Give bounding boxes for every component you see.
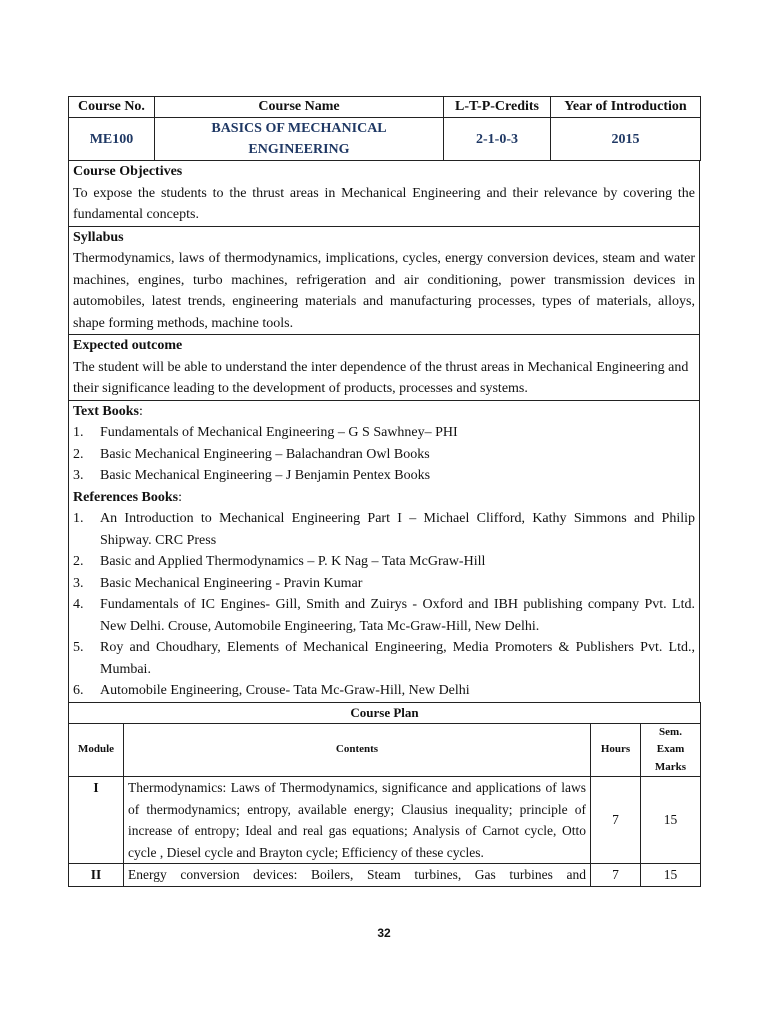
module-hours: 7: [591, 864, 641, 887]
objectives-text: To expose the students to the thrust areas in Mechanical Engineering and their relevance by covering the fundamental concepts.: [73, 185, 695, 222]
module-hours: 7: [591, 777, 641, 864]
course-details-table: [68, 160, 700, 703]
list-item-number: 1.: [73, 511, 84, 526]
module-header: Module: [69, 723, 124, 777]
course-plan-table: [68, 702, 701, 887]
list-item: [73, 444, 695, 466]
sem-exam-marks-header: Sem. Exam Marks: [641, 723, 701, 777]
outcome-section: [69, 335, 700, 401]
list-item-text: Automobile Engineering, Crouse- Tata Mc-Graw-Hill, New Delhi: [100, 683, 470, 698]
list-item-number: 2.: [73, 554, 84, 569]
text-books-colon: :: [139, 403, 143, 419]
list-item-text: Basic Mechanical Engineering – J Benjamin Pentex Books: [100, 468, 431, 483]
reference-books-colon: :: [178, 489, 182, 505]
list-item: [73, 465, 695, 487]
course-value-row: [69, 118, 701, 161]
list-item-text: An Introduction to Mechanical Engineering Part I – Michael Clifford, Kathy Simmons and Philip Shipway. CRC Press: [100, 511, 695, 548]
list-item-text: Fundamentals of Mechanical Engineering – G S Sawhney– PHI: [100, 425, 458, 440]
contents-header: Contents: [124, 723, 591, 777]
syllabus-section: [69, 226, 700, 335]
list-item-number: 4.: [73, 597, 84, 612]
list-item-number: 3.: [73, 468, 84, 483]
list-item: [73, 573, 695, 595]
list-item: [73, 422, 695, 444]
module-marks: 15: [641, 864, 701, 887]
list-item-number: 3.: [73, 575, 84, 591]
reference-books-list: [73, 508, 695, 702]
outcome-title: Expected outcome: [73, 338, 183, 353]
module-marks: 15: [641, 777, 701, 864]
text-books-title: Text Books: [73, 403, 140, 419]
list-item-text: Roy and Choudhary, Elements of Mechanical Engineering, Media Promoters & Publishers Pvt. Ltd., Mumbai.: [100, 640, 695, 677]
course-code: ME100: [69, 118, 155, 161]
year-value: 2015: [551, 118, 701, 161]
list-item: [73, 551, 695, 573]
course-plan-header-row: [69, 723, 701, 777]
course-no-header: Course No.: [69, 97, 155, 118]
objectives-section: [69, 161, 700, 227]
syllabus-sheet: [68, 96, 700, 887]
list-item-text: Basic Mechanical Engineering - Pravin Kumar: [100, 575, 363, 591]
table-row: [69, 864, 701, 887]
list-item-number: 2.: [73, 446, 84, 462]
module-number: I: [69, 777, 124, 864]
module-contents: Energy conversion devices: Boilers, Steam turbines, Gas turbines and: [124, 864, 591, 887]
text-books-list: [73, 422, 695, 487]
ltp-credits-value: 2-1-0-3: [444, 118, 551, 161]
syllabus-title: Syllabus: [73, 229, 124, 245]
course-name: BASICS OF MECHANICAL ENGINEERING: [155, 118, 444, 161]
list-item: [73, 508, 695, 551]
hours-header: Hours: [591, 723, 641, 777]
list-item-text: Fundamentals of IC Engines- Gill, Smith and Zuirys - Oxford and IBH publishing company Pvt. Ltd. New Delhi. Crouse, Automobile Engineering, Tata Mc-Graw-Hill, New Delhi.: [100, 597, 695, 634]
list-item: [73, 594, 695, 637]
module-contents: Thermodynamics: Laws of Thermodynamics, significance and applications of laws of thermodynamics; entropy, available energy; Clausius inequality; principle of increase of entropy; Ideal and real gas equations; Analysis of Carnot cycle, Otto cycle , Diesel cycle and Brayton cycle; Efficiency of these cycles.: [124, 777, 591, 864]
list-item-number: 1.: [73, 425, 84, 440]
module-number: II: [69, 864, 124, 887]
objectives-title: Course Objectives: [73, 164, 183, 179]
year-of-introduction-header: Year of Introduction: [551, 97, 701, 118]
table-row: [69, 777, 701, 864]
course-name-header: Course Name: [155, 97, 444, 118]
list-item-number: 6.: [73, 683, 84, 698]
reference-books-title: References Books: [73, 489, 179, 505]
list-item-number: 5.: [73, 640, 84, 655]
list-item: [73, 637, 695, 680]
list-item-text: Basic and Applied Thermodynamics – P. K Nag – Tata McGraw-Hill: [100, 554, 486, 569]
outcome-text: The student will be able to understand the inter dependence of the thrust areas in Mechanical Engineering and their significance leading to the development of products, processes and systems.: [73, 359, 689, 396]
syllabus-text: Thermodynamics, laws of thermodynamics, implications, cycles, energy conversion devices, steam and water machines, engines, turbo machines, refrigeration and air conditioning, power transmission devices in automobiles, latest trends, engineering materials and manufacturing processes, types of materials, alloys, shape forming methods, machine tools.: [73, 251, 695, 331]
course-header-row: [69, 97, 701, 118]
ltp-credits-header: L-T-P-Credits: [444, 97, 551, 118]
course-info-table: [68, 96, 701, 161]
course-plan-title: Course Plan: [69, 702, 701, 723]
list-item: [73, 680, 695, 702]
list-item-text: Basic Mechanical Engineering – Balachandran Owl Books: [100, 446, 430, 462]
books-section: [69, 400, 700, 702]
page-number: 32: [377, 926, 391, 940]
